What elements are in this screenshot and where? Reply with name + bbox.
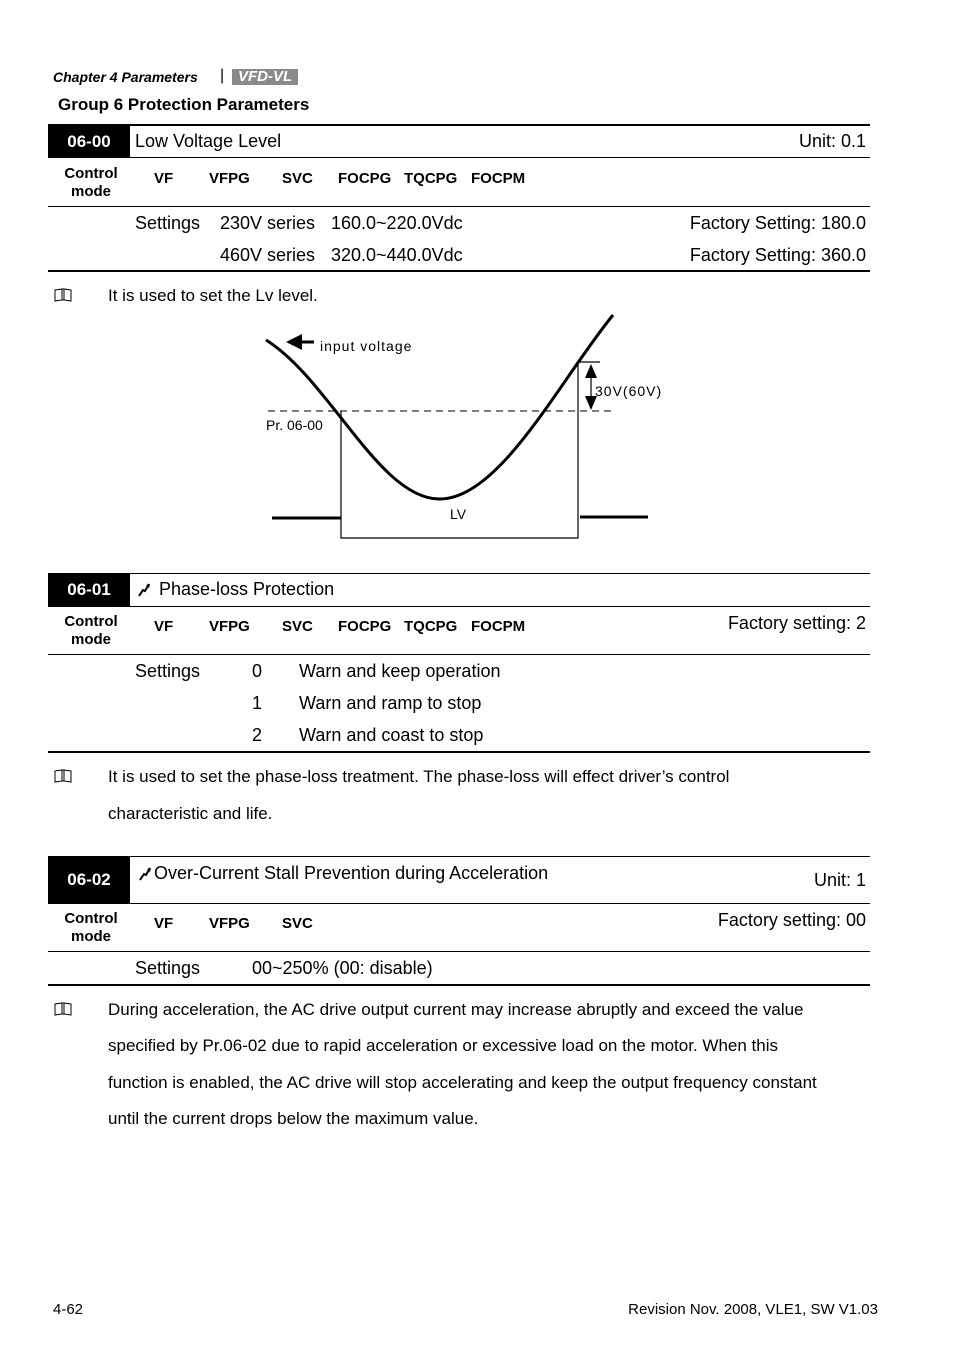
param-unit: Unit: 1: [813, 870, 866, 890]
note-text: It is used to set the Lv level.: [108, 286, 318, 305]
divider: [48, 751, 870, 753]
mode-focpg: FOCPG: [338, 170, 392, 187]
mode-vf: VF: [154, 618, 174, 635]
header-separator: |: [220, 67, 225, 84]
settings-label: Settings: [135, 958, 201, 978]
option-value: 0: [252, 661, 263, 681]
setting-series: 230V series: [220, 213, 316, 233]
factory-setting: Factory Setting: 180.0: [689, 213, 866, 233]
book-icon: [54, 769, 72, 783]
mode-svc: SVC: [282, 618, 313, 635]
divider: [48, 606, 870, 607]
group-title: Group 6 Protection Parameters: [58, 95, 310, 114]
param-unit: Unit: 0.1: [798, 131, 866, 151]
divider: [48, 856, 870, 857]
note-text: It is used to set the phase-loss treatment. The phase-loss will effect driver’s control: [108, 767, 730, 786]
param-code: 06-01: [48, 574, 130, 606]
control-mode-label: Control mode: [64, 613, 118, 648]
mode-tqcpg: TQCPG: [404, 618, 458, 635]
settings-label: Settings: [135, 213, 201, 233]
note-text: specified by Pr.06-02 due to rapid acceleration or excessive load on the motor. When this: [108, 1036, 778, 1055]
divider: [48, 573, 870, 574]
vfd-vl-logo: VFD-VL: [232, 69, 298, 85]
note-text: function is enabled, the AC drive will stop accelerating and keep the output frequency constant: [108, 1073, 817, 1092]
divider: [48, 903, 870, 904]
option-value: 1: [252, 693, 263, 713]
mode-vfpg: VFPG: [209, 915, 250, 932]
mode-vf: VF: [154, 170, 174, 187]
control-mode-label: Control mode: [64, 165, 118, 200]
setting-range: 00~250% (00: disable): [252, 958, 433, 978]
delta-label: 30V(60V): [595, 383, 663, 399]
divider: [48, 654, 870, 655]
mode-focpm: FOCPM: [471, 618, 526, 635]
option-label: Warn and coast to stop: [299, 725, 484, 745]
divider: [48, 984, 870, 986]
input-voltage-label: input voltage: [320, 338, 413, 354]
lv-label: LV: [450, 506, 467, 522]
mode-focpg: FOCPG: [338, 618, 392, 635]
note-text: until the current drops below the maximum value.: [108, 1109, 479, 1128]
run-editable-icon: [138, 867, 152, 881]
param-name: Phase-loss Protection: [159, 579, 335, 599]
mode-vfpg: VFPG: [209, 618, 250, 635]
divider: [48, 951, 870, 952]
chapter-title: Chapter 4 Parameters: [53, 69, 198, 85]
revision-info: Revision Nov. 2008, VLE1, SW V1.03: [628, 1301, 878, 1318]
mode-tqcpg: TQCPG: [404, 170, 458, 187]
option-label: Warn and ramp to stop: [299, 693, 482, 713]
threshold-label: Pr. 06-00: [266, 417, 323, 433]
mode-svc: SVC: [282, 170, 313, 187]
setting-range: 160.0~220.0Vdc: [331, 213, 463, 233]
mode-vf: VF: [154, 915, 174, 932]
input-arrow-icon: [286, 334, 302, 350]
option-value: 2: [252, 725, 263, 745]
voltage-curve: [266, 315, 613, 499]
param-name: Over-Current Stall Prevention during Acceleration: [154, 863, 549, 883]
note-text: characteristic and life.: [108, 804, 273, 823]
low-voltage-diagram: [0, 0, 954, 560]
factory-setting: Factory setting: 00: [717, 910, 866, 930]
factory-setting: Factory Setting: 360.0: [689, 245, 866, 265]
option-label: Warn and keep operation: [299, 661, 501, 681]
param-name: Low Voltage Level: [135, 131, 282, 151]
mode-svc: SVC: [282, 915, 313, 932]
note-text: During acceleration, the AC drive output current may increase abruptly and exceed the value: [108, 1000, 804, 1019]
setting-series: 460V series: [220, 245, 316, 265]
setting-range: 320.0~440.0Vdc: [331, 245, 463, 265]
run-editable-icon: [137, 583, 151, 597]
book-icon: [54, 1002, 72, 1016]
control-mode-label: Control mode: [64, 910, 118, 945]
settings-label: Settings: [135, 661, 201, 681]
delta-arrow-up-icon: [585, 364, 597, 378]
param-code: 06-00: [48, 126, 130, 158]
mode-vfpg: VFPG: [209, 170, 250, 187]
page-number: 4-62: [53, 1301, 84, 1318]
factory-setting: Factory setting: 2: [727, 613, 866, 633]
param-code: 06-02: [48, 857, 130, 903]
mode-focpm: FOCPM: [471, 170, 526, 187]
